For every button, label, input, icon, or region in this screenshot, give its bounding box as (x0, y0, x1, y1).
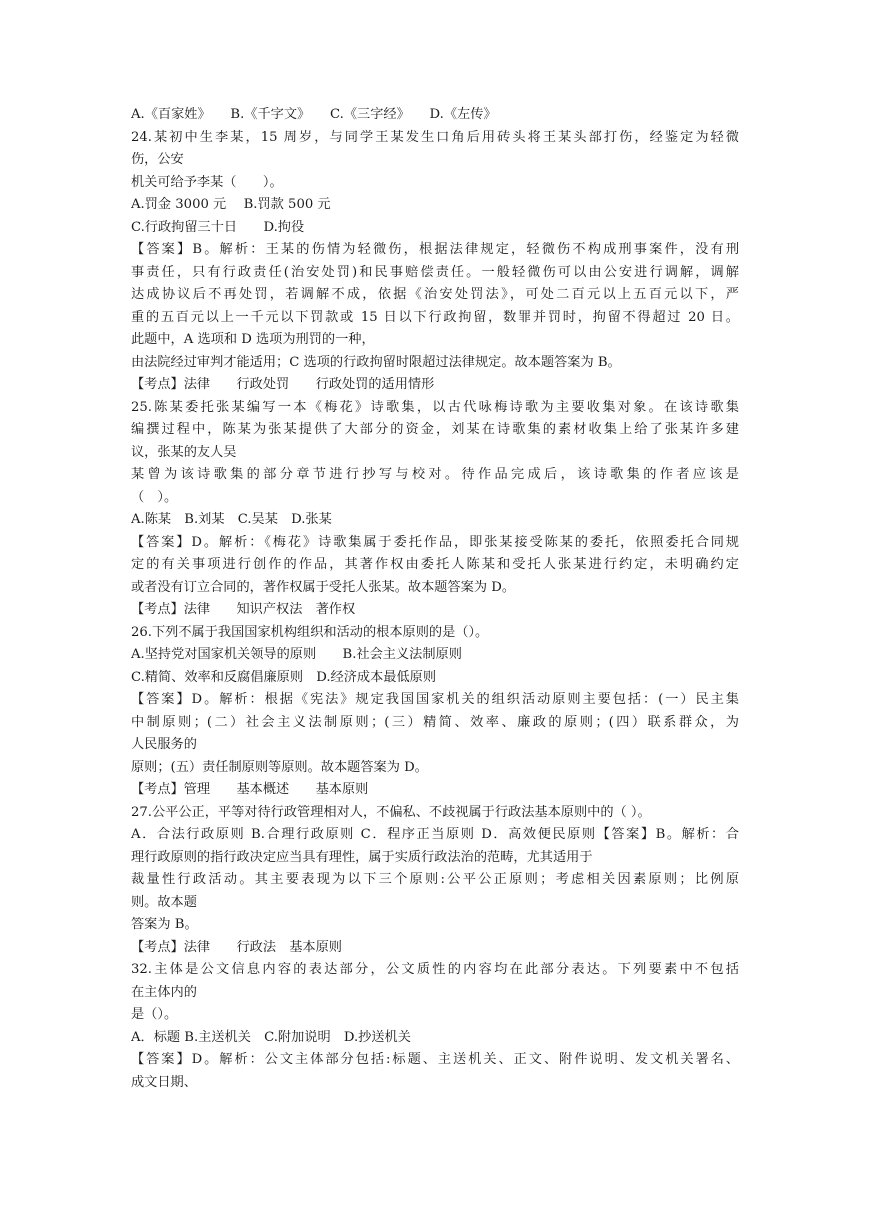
text-line: 达成协议后不再处罚，若调解不成，依据《治安处罚法》，可处二百元以上五百元以下，严 (131, 287, 739, 302)
text-line: 则。故本题 (131, 894, 197, 910)
text-line: A.陈某 B.刘某 C.吴某 D.张某 (131, 512, 332, 527)
text-line: 25.陈某委托张某编写一本《梅花》诗歌集，以古代咏梅诗歌为主要收集对象。在该诗歌集 (131, 399, 739, 415)
text-line: 或者没有订立合同的，著作权属于受托人张某。故本题答案为 D。 (131, 579, 516, 595)
text-line: 编撰过程中，陈某为张某提供了大部分的资金，刘某在诗歌集的素材收集上给了张某许多建 (131, 422, 739, 437)
text-line: 32.主体是公文信息内容的表达部分，公文质性的内容均在此部分表达。下列要素中不包括 (131, 962, 739, 977)
text-line: A．合法行政原则 B.合理行政原则 C．程序正当原则 D．高效便民原则【答案】B。解析：合 (131, 827, 739, 842)
text-line: 27.公平公正，平等对待行政管理相对人，不偏私、不歧视属于行政法基本原则中的（ ）。 (131, 804, 651, 820)
document-body (131, 104, 739, 1094)
text-line: 中制原则；(二）社会主义法制原则；(三）精简、效率、廉政的原则；(四）联系群众，为 (131, 714, 739, 730)
text-line: 某曾为该诗歌集的部分章节进行抄写与校对。待作品完成后，该诗歌集的作者应该是 (131, 467, 739, 482)
text-line: 26.下列不属于我国国家机构组织和活动的根本原则的是（）。 (131, 624, 489, 640)
text-line: 【答案】D。解析：公文主体部分包括:标题、主送机关、正文、附件说明、发文机关署名、 (131, 1052, 739, 1067)
text-line: 答案为 B。 (131, 917, 198, 932)
text-line: 【考点】法律 行政法 基本原则 (131, 939, 342, 955)
text-line: 机关可给予李某（ ）。 (131, 174, 283, 190)
text-line: A.坚持党对国家机关领导的原则 B.社会主义法制原则 (131, 647, 462, 662)
text-line: 由法院经过审判才能适用；C 选项的行政拘留时限超过法律规定。故本题答案为 B。 (131, 354, 621, 370)
text-line: 在主体内的 (131, 984, 197, 1000)
text-line: 理行政原则的指行政决定应当具有理性，属于实质行政法治的范畴，尤其适用于 (131, 849, 593, 865)
text-line: 【考点】管理 基本概述 基本原则 (131, 782, 369, 797)
text-line: 人民服务的 (131, 737, 197, 752)
text-line: 原则；(五）责任制原则等原则。故本题答案为 D。 (131, 759, 428, 775)
text-line: （ ）。 (131, 489, 178, 505)
text-line: 事责任，只有行政责任(治安处罚)和民事赔偿责任。一般轻微伤可以由公安进行调解，调解 (131, 264, 739, 280)
text-line: 此题中，A 选项和 D 选项为刑罚的一种， (131, 332, 375, 347)
text-line: 伤，公安 (131, 152, 184, 167)
text-line: C.精简、效率和反腐倡廉原则 D.经济成本最低原则 (131, 669, 437, 685)
text-line: 【考点】法律 行政处罚 行政处罚的适用情形 (131, 377, 435, 392)
text-line: 议，张某的友人吴 (131, 444, 237, 460)
text-line: 是（）。 (131, 1007, 178, 1022)
text-line: 24.某初中生李某，15 周岁，与同学王某发生口角后用砖头将王某头部打伤，经鉴定为轻微 (131, 129, 739, 145)
text-line: C.行政拘留三十日 D.拘役 (131, 219, 305, 235)
text-line: 重的五百元以上一千元以下罚款或 15 日以下行政拘留，数罪并罚时，拘留不得超过 20 日。 (131, 309, 739, 325)
text-line: 【答案】D。解析：根据《宪法》规定我国国家机关的组织活动原则主要包括：(一）民主集 (131, 692, 739, 707)
text-line: A.罚金 3000 元 B.罚款 500 元 (131, 197, 331, 212)
text-line: 成文日期、 (131, 1074, 197, 1090)
text-line: 【答案】B。解析：王某的伤情为轻微伤，根据法律规定，轻微伤不构成刑事案件，没有刑 (131, 242, 739, 257)
text-line: A．标题 B.主送机关 C.附加说明 D.抄送机关 (131, 1029, 411, 1045)
text-line: 裁量性行政活动。其主要表现为以下三个原则:公平公正原则；考虑相关因素原则；比例原 (131, 872, 739, 887)
text-line: 定的有关事项进行创作的作品，其著作权由委托人陈某和受托人张某进行约定，未明确约定 (131, 557, 739, 572)
text-line: 【考点】法律 知识产权法 著作权 (131, 602, 356, 617)
text-line: A.《百家姓》 B.《千字文》 C.《三字经》 D.《左传》 (131, 107, 497, 122)
text-line: 【答案】D。解析：《梅花》诗歌集属于委托作品，即张某接受陈某的委托，依照委托合同规 (131, 534, 739, 550)
